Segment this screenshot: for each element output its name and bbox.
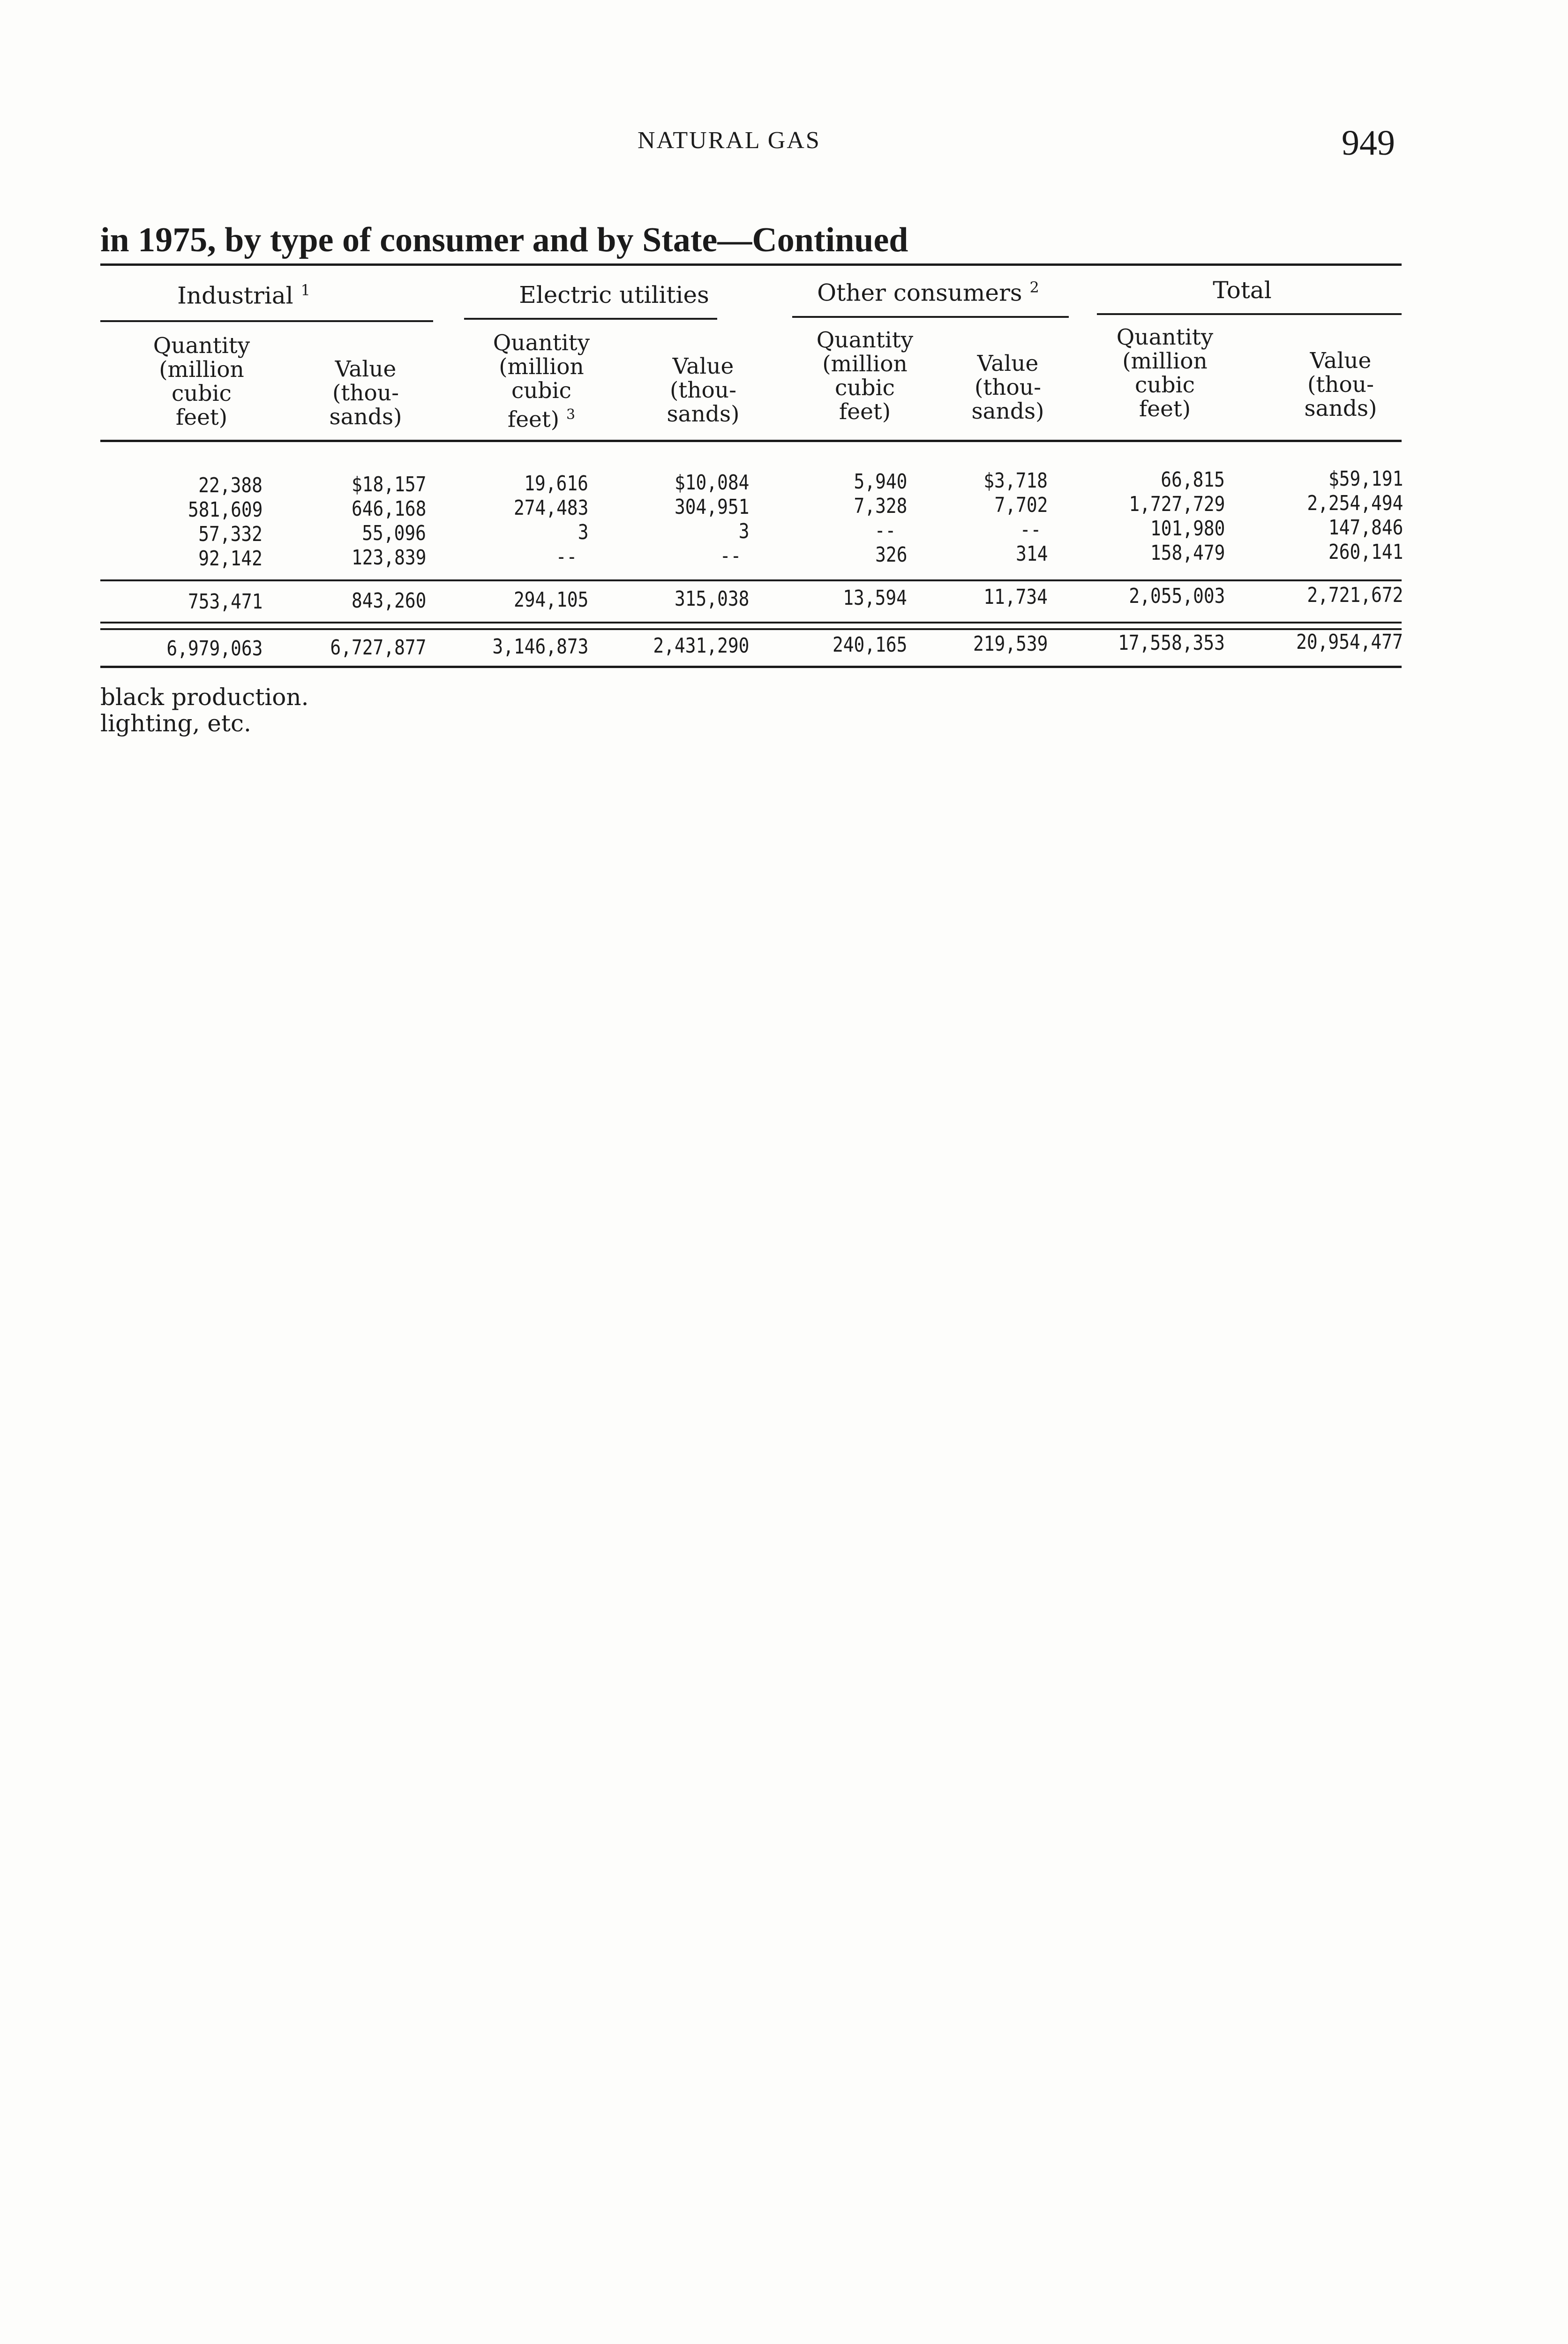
group-rule-electric	[464, 318, 717, 320]
table-cell: 260,141	[1328, 540, 1403, 564]
subtotal-row	[0, 583, 1568, 614]
table-cell: 13,594	[843, 586, 907, 610]
table-cell: 294,105	[513, 588, 588, 612]
table-cell: 55,096	[362, 521, 426, 545]
table-cell: --	[874, 518, 896, 542]
table-cell: 19,616	[524, 472, 588, 496]
group-header-total: Total	[1213, 277, 1272, 304]
column-header-other-value: Value (thou- sands)	[971, 351, 1044, 424]
table-cell: 240,165	[832, 633, 907, 657]
group-rule-other	[792, 316, 1069, 318]
table-title: in 1975, by type of consumer and by State—Continued	[100, 221, 908, 259]
table-cell: --	[1020, 518, 1042, 541]
column-header-electric-quantity: Quantity (million cubic feet) $^3$	[493, 330, 590, 433]
table-cell: 843,260	[351, 589, 426, 613]
column-header-electric-value: Value (thou- sands)	[667, 353, 740, 427]
table-cell: 7,702	[994, 493, 1048, 517]
table-cell: 20,954,477	[1296, 630, 1403, 654]
table-cell: 5,940	[854, 470, 907, 494]
table-cell: 304,951	[674, 495, 749, 519]
table-cell: 101,980	[1150, 517, 1225, 541]
table-cell: 11,734	[983, 585, 1048, 609]
group-rule-total	[1097, 313, 1402, 315]
table-cell: 92,142	[198, 547, 263, 571]
table-cell: 1,727,729	[1128, 492, 1225, 516]
table-cell: 3	[578, 520, 588, 544]
table-cell: 274,483	[513, 496, 588, 520]
subtotal-top-rule	[100, 579, 1402, 581]
column-header-total-value: Value (thou- sands)	[1304, 348, 1377, 421]
table-row	[0, 540, 1568, 571]
table-cell: 219,539	[973, 632, 1048, 656]
table-cell: --	[555, 545, 578, 569]
table-top-rule	[100, 263, 1402, 266]
table-cell: 22,388	[198, 473, 263, 497]
grand-total-top-rule	[100, 622, 1402, 624]
table-cell: 2,254,494	[1306, 491, 1403, 515]
table-cell: 123,839	[351, 546, 426, 570]
footnote-2: lighting, etc.	[100, 710, 251, 737]
column-header-total-quantity: Quantity (million cubic feet)	[1116, 324, 1214, 422]
column-header-industrial-value: Value (thou- sands)	[329, 356, 402, 430]
table-cell: $3,718	[983, 469, 1048, 493]
group-header-other-consumers: Other consumers $^2$	[817, 278, 1039, 307]
table-cell: 315,038	[674, 587, 749, 611]
table-cell: 147,846	[1328, 516, 1403, 540]
header-bottom-rule	[100, 440, 1402, 442]
table-cell: 2,055,003	[1128, 584, 1225, 608]
table-cell: --	[720, 544, 742, 568]
group-rule-industrial	[100, 320, 433, 322]
table-cell: 7,328	[854, 494, 907, 518]
group-header-industrial: Industrial $^1$	[177, 281, 310, 309]
table-cell: 2,431,290	[653, 634, 749, 658]
table-cell: 57,332	[198, 522, 263, 546]
table-cell: 646,168	[351, 497, 426, 521]
group-header-electric-utilities: Electric utilities	[519, 281, 709, 308]
column-header-other-quantity: Quantity (million cubic feet)	[816, 327, 914, 425]
table-cell: 6,979,063	[166, 637, 263, 661]
table-cell: $59,191	[1328, 467, 1403, 491]
running-head: NATURAL GAS	[638, 127, 821, 154]
table-cell: 314	[1015, 542, 1048, 566]
table-cell: 6,727,877	[330, 636, 426, 660]
table-cell: 66,815	[1161, 468, 1225, 492]
table-cell: $10,084	[674, 471, 749, 495]
grand-total-row	[0, 630, 1568, 661]
grand-total-top-rule-2	[100, 628, 1402, 630]
column-header-industrial-quantity: Quantity (million cubic feet)	[153, 333, 250, 430]
table-cell: 158,479	[1150, 541, 1225, 565]
table-cell: $18,157	[351, 473, 426, 496]
page-number: 949	[1342, 123, 1395, 163]
table-cell: 2,721,672	[1306, 583, 1403, 607]
table-cell: 753,471	[188, 590, 263, 614]
footnote-1: black production.	[100, 684, 309, 711]
table-bottom-rule	[100, 666, 1402, 668]
table-cell: 17,558,353	[1118, 631, 1225, 655]
table-cell: 3	[738, 519, 749, 543]
table-cell: 326	[875, 543, 907, 567]
table-cell: 3,146,873	[492, 635, 588, 659]
table-cell: 581,609	[188, 498, 263, 522]
